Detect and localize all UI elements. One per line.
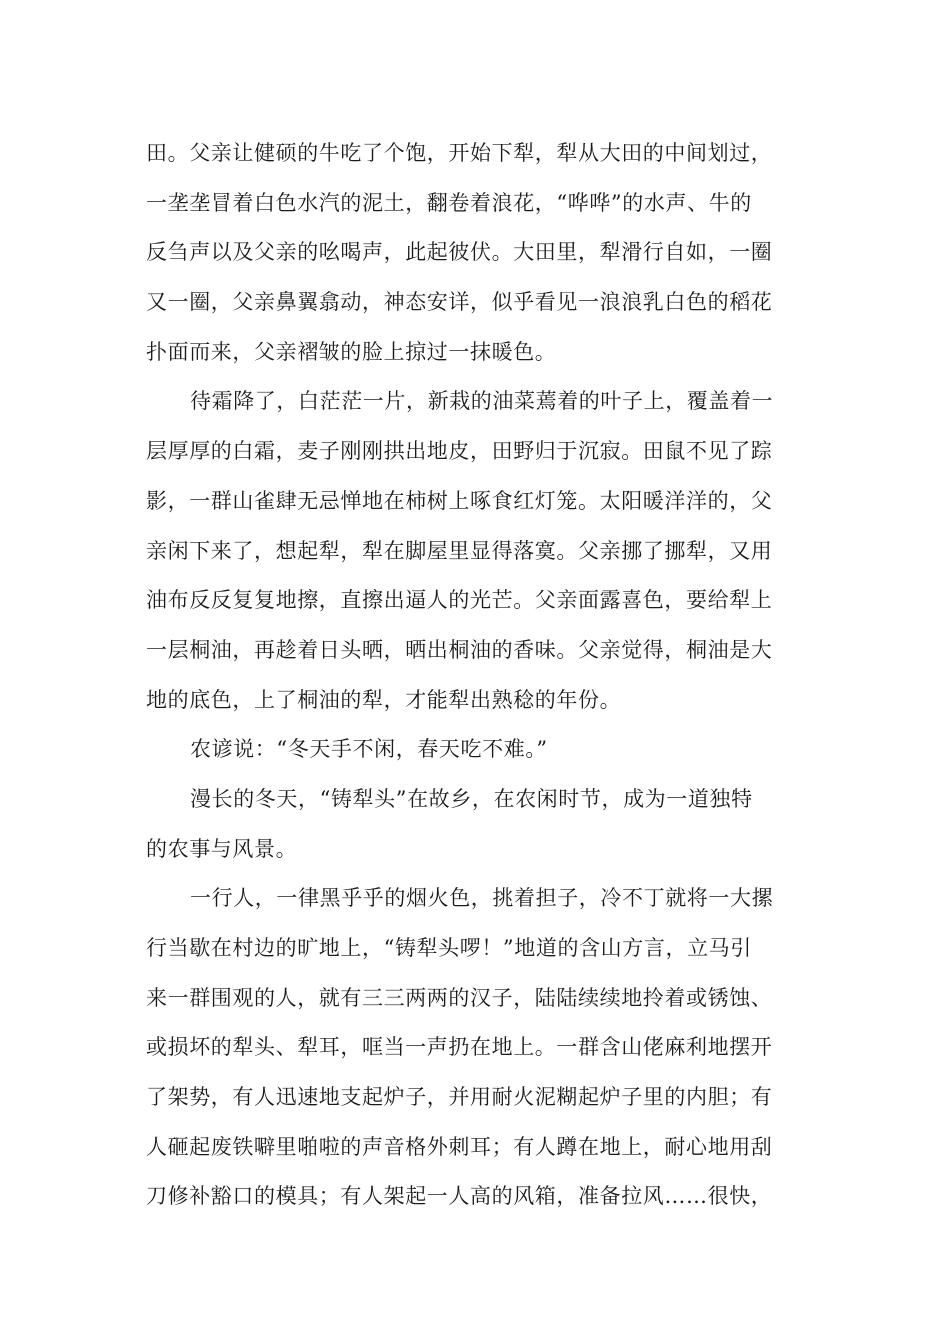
paragraph-first-line: 农谚说：“冬天手不闲，春天吃不难。” <box>190 737 548 762</box>
paragraph-first-line: 待霜降了，白茫茫一片，新栽的油菜蔫着的叶子上，覆盖着一 <box>190 389 774 414</box>
text-line: 影，一群山雀肆无忌惮地在柿树上啄食红灯笼。太阳暖洋洋的，父 <box>146 488 773 513</box>
text-line: 行当歇在村边的旷地上，“铸犁头啰！”地道的含山方言，立马引 <box>146 936 752 960</box>
text-line: 了架势，有人迅速地支起炉子，并用耐火泥糊起炉子里的内胆；有 <box>146 1085 773 1110</box>
body-text <box>146 129 816 1222</box>
text-line: 又一圈，父亲鼻翼翕动，神态安详，似乎看见一浪浪乳白色的稻花 <box>146 290 773 315</box>
text-line: 扑面而来，父亲褶皱的脸上掠过一抹暖色。 <box>146 339 557 364</box>
text-line: 田。父亲让健硕的牛吃了个饱，开始下犁，犁从大田的中间划过， <box>146 141 773 165</box>
text-line: 一垄垄冒着白色水汽的泥土，翻卷着浪花，“哗哗”的水声、牛的 <box>146 190 752 215</box>
text-line: 刀修补豁口的模具；有人架起一人高的风箱，准备拉风……很快， <box>146 1184 773 1209</box>
text-line: 来一群围观的人，就有三三两两的汉子，陆陆续续地拎着或锈蚀、 <box>146 985 773 1010</box>
text-line: 油布反反复复地擦，直擦出逼人的光芒。父亲面露喜色，要给犁上 <box>146 588 773 613</box>
text-line: 层厚厚的白霜，麦子刚刚拱出地皮，田野归于沉寂。田鼠不见了踪 <box>146 439 773 464</box>
text-line: 的农事与风景。 <box>146 836 298 861</box>
text-line: 反刍声以及父亲的吆喝声，此起彼伏。大田里，犁滑行自如，一圈 <box>146 240 773 265</box>
text-line: 亲闲下来了，想起犁，犁在脚屋里显得落寞。父亲挪了挪犁，又用 <box>146 538 773 563</box>
paragraph-first-line: 一行人，一律黑乎乎的烟火色，挑着担子，冷不丁就将一大摞 <box>190 886 774 911</box>
text-line: 一层桐油，再趁着日头晒，晒出桐油的香味。父亲觉得，桐油是大 <box>146 637 773 662</box>
text-line: 或损坏的犁头、犁耳，哐当一声扔在地上。一群含山佬麻利地摆开 <box>146 1035 773 1060</box>
paragraph-first-line: 漫长的冬天，“铸犁头”在故乡，在农闲时节，成为一道独特 <box>190 786 753 811</box>
text-line: 人砸起废铁噼里啪啦的声音格外刺耳；有人蹲在地上，耐心地用刮 <box>146 1134 773 1159</box>
text-line: 地的底色，上了桐油的犁，才能犁出熟稔的年份。 <box>146 687 622 712</box>
